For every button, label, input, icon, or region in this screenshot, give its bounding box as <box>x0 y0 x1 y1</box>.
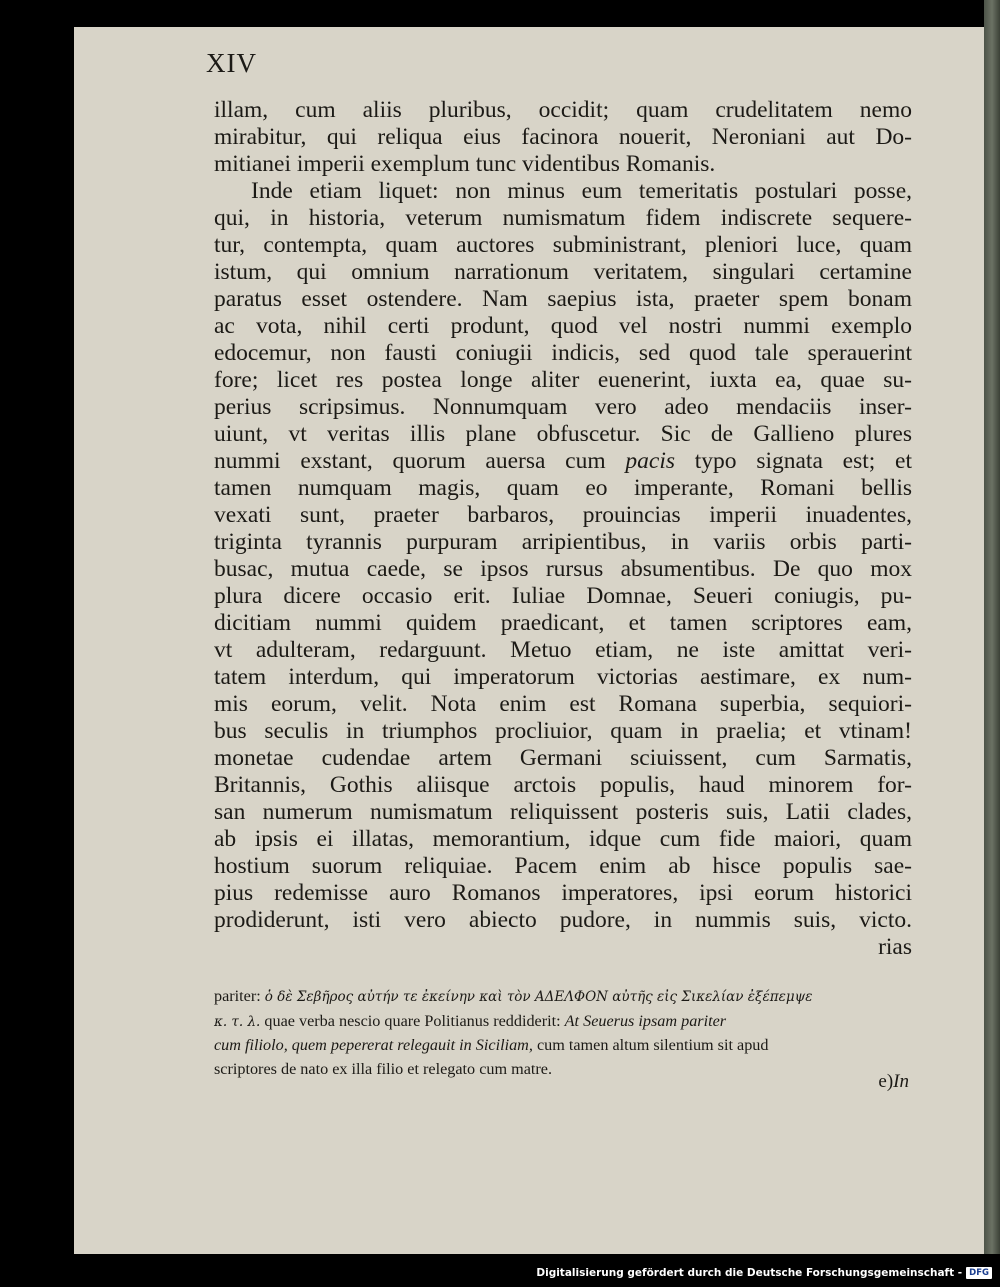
body-line: qui, in historia, veterum numismatum fidem indiscrete sequere- <box>214 205 912 231</box>
footnote <box>214 985 912 1081</box>
body-line: Britannis, Gothis aliisque arctois populis, haud minorem for- <box>214 772 912 798</box>
body-line: nummi exstant, quorum auersa cum pacis typo signata est; et <box>214 448 912 474</box>
body-line: paratus esset ostendere. Nam saepius ista, praeter spem bonam <box>214 286 912 312</box>
body-line: dicitiam nummi quidem praedicant, et tamen scriptores eam, <box>214 610 912 636</box>
body-line: san numerum numismatum reliquissent posteris suis, Latii clades, <box>214 799 912 825</box>
credit-text: Digitalisierung gefördert durch die Deutsche Forschungsgemeinschaft - <box>536 1267 963 1279</box>
book-spine-edge <box>984 0 1000 1254</box>
digitization-credit <box>536 1267 992 1279</box>
footnote-line-2 <box>214 1010 912 1035</box>
body-line: vexati sunt, praeter barbaros, prouincias imperii inuadentes, <box>214 502 912 528</box>
catchword-prefix: e) <box>878 1071 894 1092</box>
body-line: tur, contempta, quam auctores subministrant, pleniori luce, quam <box>214 232 912 258</box>
catchword <box>878 1071 909 1093</box>
footnote-greek-abbrev: κ. τ. λ. <box>214 1013 261 1030</box>
body-line: perius scripsimus. Nonnumquam vero adeo mendaciis inser- <box>214 394 912 420</box>
body-line: ab ipsis ei illatas, memorantium, idque cum fide maiori, quam <box>214 826 912 852</box>
footnote-text-cont: cum tamen altum silentium sit apud <box>536 1036 769 1054</box>
footnote-label: pariter: <box>214 987 261 1005</box>
footnote-italic-quote: At Seuerus ipsam pariter <box>564 1011 727 1030</box>
body-line: vt adulteram, redarguunt. Metuo etiam, ne iste amittat veri- <box>214 637 912 663</box>
body-line: bus seculis in triumphos procliuior, quam in praelia; et vtinam! <box>214 718 912 744</box>
body-line: edocemur, non fausti coniugii indicis, sed quod tale sperauerint <box>214 340 912 366</box>
body-line: istum, qui omnium narrationum veritatem, singulari certamine <box>214 259 912 285</box>
body-line: ac vota, nihil certi produnt, quod vel nostri nummi exemplo <box>214 313 912 339</box>
body-line: triginta tyrannis purpuram arripientibus, in variis orbis parti- <box>214 529 912 555</box>
body-line: pius redemisse auro Romanos imperatores, ipsi eorum historici <box>214 880 912 906</box>
body-text <box>214 97 912 961</box>
dfg-logo: DFG <box>966 1267 992 1279</box>
body-line: tatem interdum, qui imperatorum victorias aestimare, ex num- <box>214 664 912 690</box>
footnote-italic-quote-cont: cum filiolo, quem pepererat relegauit in Siciliam, <box>214 1036 533 1054</box>
body-line: mirabitur, qui reliqua eius facinora nouerit, Neroniani aut Do- <box>214 124 912 150</box>
body-line: mis eorum, velit. Nota enim est Romana superbia, sequiori- <box>214 691 912 717</box>
body-line: prodiderunt, isti vero abiecto pudore, in nummis suis, victo. <box>214 907 912 933</box>
body-line: rias <box>878 934 912 960</box>
footnote-line-3 <box>214 1034 912 1058</box>
body-line: uiunt, vt veritas illis plane obfuscetur. Sic de Gallieno plures <box>214 421 912 447</box>
body-line: mitianei imperii exemplum tunc videntibus Romanis. <box>214 151 716 177</box>
footnote-line-1 <box>214 985 912 1010</box>
body-line: busac, mutua caede, se ipsos rursus absumentibus. De quo mox <box>214 556 912 582</box>
catchword-word: In <box>893 1071 909 1092</box>
page-number: XIV <box>206 48 257 78</box>
footnote-greek-quote: ὁ δὲ Σεβῆρος αὐτήν τε ἐκείνην καὶ τὸν ΑΔΕΛΦΟΝ αὐτῆς εἰς Σικελίαν ἐξέπεμψε <box>264 989 813 1005</box>
body-line: illam, cum aliis pluribus, occidit; quam crudelitatem nemo <box>214 97 912 123</box>
body-line: fore; licet res postea longe aliter euenerint, iuxta ea, quae su- <box>214 367 912 393</box>
body-line: hostium suorum reliquiae. Pacem enim ab hisce populis sae- <box>214 853 912 879</box>
body-line: monetae cudendae artem Germani sciuissent, cum Sarmatis, <box>214 745 912 771</box>
footnote-text: quae verba nescio quare Politianus reddiderit: <box>264 1011 561 1030</box>
footnote-text-end: scriptores de nato ex illa filio et relegato cum matre. <box>214 1059 553 1078</box>
footnote-line-4 <box>214 1058 912 1082</box>
body-line: Inde etiam liquet: non minus eum temeritatis postulari posse, <box>251 178 912 204</box>
body-line: plura dicere occasio erit. Iuliae Domnae, Seueri coniugis, pu- <box>214 583 912 609</box>
body-line: tamen numquam magis, quam eo imperante, Romani bellis <box>214 475 912 501</box>
